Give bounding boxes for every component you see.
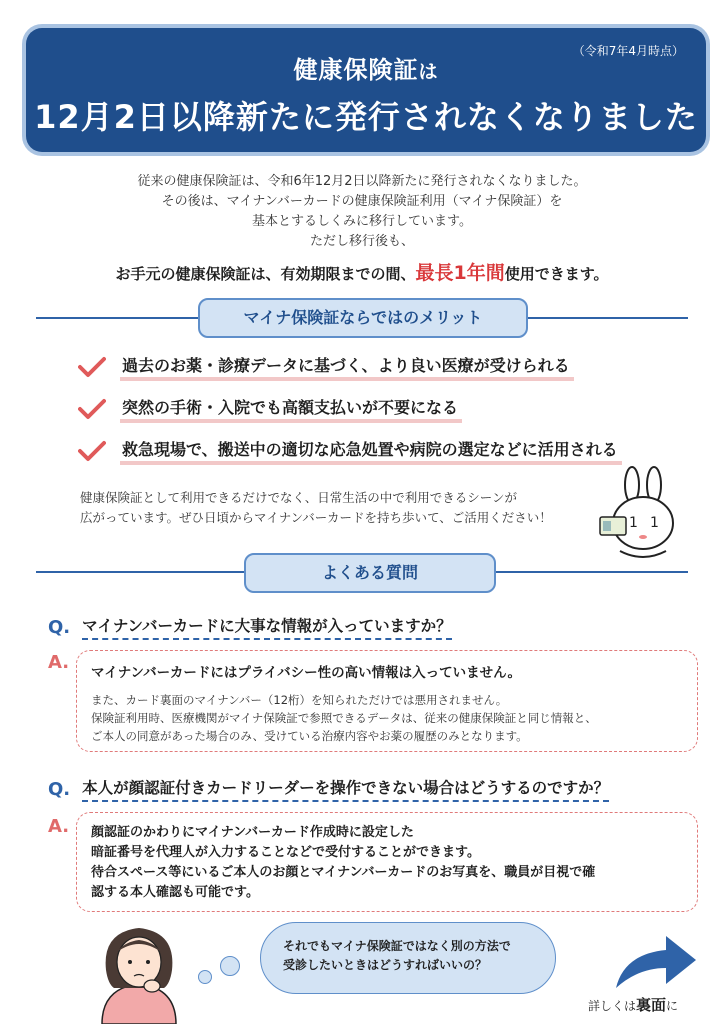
check-icon [78, 440, 106, 462]
answer-body [91, 691, 683, 745]
banner-title-line2: 12月2日以降新たに発行されなくなりました [34, 98, 698, 136]
question-mark: Q. [48, 616, 71, 638]
intro-emphasis-before: お手元の健康保険証は、有効期限までの間、 [115, 265, 416, 283]
intro-text [0, 172, 724, 252]
faq-answer-box [76, 812, 698, 912]
banner-title-particle: は [418, 61, 439, 83]
intro-emphasis-highlight: 最長1年間 [415, 262, 505, 284]
intro-line: その後は、マイナンバーカードの健康保険証利用（マイナ保険証）を [161, 194, 563, 209]
merit-text: 突然の手術・入院でも高額支払いが不要になる [120, 395, 462, 423]
answer-mark: A. [48, 652, 70, 673]
faq-question [48, 776, 609, 802]
answer-line: 保険証利用時、医療機関がマイナ保険証で参照できるデータは、従来の健康保険証と同じ情報と、 [91, 711, 597, 725]
thinking-woman-icon [84, 918, 194, 1024]
intro-emphasis-after: 使用できます。 [504, 265, 609, 283]
merit-item [78, 436, 622, 466]
merit-note-line: 広がっています。ぜひ日頃からマイナンバーカードを持ち歩いて、ご活用ください！ [80, 510, 552, 525]
merit-note [80, 488, 552, 528]
bubble-line: それでもマイナ保険証ではなく別の方法で [283, 939, 511, 953]
intro-line: 基本とするしくみに移行しています。 [252, 214, 472, 229]
curved-arrow-icon [610, 930, 700, 992]
question-text: マイナンバーカードに大事な情報が入っていますか？ [82, 614, 452, 640]
faq-answer-box [76, 650, 698, 752]
bubble-dot [220, 956, 240, 976]
see-back-prefix: 詳しくは [588, 999, 637, 1013]
answer-line: 顔認証のかわりにマイナンバーカード作成時に設定した [91, 825, 414, 840]
bubble-line: 受診したいときはどうすればいいの？ [283, 958, 488, 972]
merit-item [78, 352, 574, 382]
answer-line: また、カード裏面のマイナンバー（12桁）を知られただけでは悪用されません。 [91, 693, 508, 707]
see-back-suffix: に [666, 999, 679, 1013]
faq-heading: よくある質問 [244, 553, 496, 593]
svg-text:1: 1 [629, 515, 638, 531]
answer-mark: A. [48, 816, 70, 837]
rabbit-mascot-icon [598, 465, 690, 565]
check-icon [78, 398, 106, 420]
faq-question [48, 614, 452, 640]
see-back-strong: 裏面 [636, 996, 667, 1014]
answer-line: 認する本人確認も可能です。 [91, 885, 259, 900]
bubble-dot [198, 970, 212, 984]
answer-line: ご本人の同意があった場合のみ、受けている治療内容やお薬の履歴のみとなります。 [91, 729, 528, 743]
merit-item [78, 394, 462, 424]
intro-line: 従来の健康保険証は、令和6年12月2日以降新たに発行されなくなりました。 [137, 174, 587, 189]
banner-title-main: 健康保険証 [293, 56, 419, 84]
merits-heading: マイナ保険証ならではのメリット [198, 298, 528, 338]
question-bubble [260, 922, 556, 994]
answer-line: 待合スペース等にいるご本人のお顔とマイナンバーカードのお写真を、職員が目視で確 [91, 865, 596, 880]
intro-emphasis [0, 258, 724, 285]
date-note: （令和7年4月時点） [572, 44, 684, 58]
answer-lead: マイナンバーカードにはプライバシー性の高い情報は入っていません。 [91, 665, 521, 681]
merit-text: 救急現場で、搬送中の適切な応急処置や病院の選定などに活用される [120, 437, 622, 465]
intro-line: ただし移行後も、 [309, 234, 414, 249]
header-banner [26, 28, 706, 152]
check-icon [78, 356, 106, 378]
merit-text: 過去のお薬・診療データに基づく、より良い医療が受けられる [120, 353, 574, 381]
svg-text:1: 1 [650, 515, 659, 531]
see-back-note [588, 994, 678, 1015]
banner-title-line1 [26, 50, 706, 85]
answer-line: 暗証番号を代理人が入力することなどで受付することができます。 [91, 845, 480, 860]
merit-note-line: 健康保険証として利用できるだけでなく、日常生活の中で利用できるシーンが [80, 490, 518, 505]
question-text: 本人が顔認証付きカードリーダーを操作できない場合はどうするのですか？ [82, 776, 609, 802]
question-mark: Q. [48, 778, 71, 800]
